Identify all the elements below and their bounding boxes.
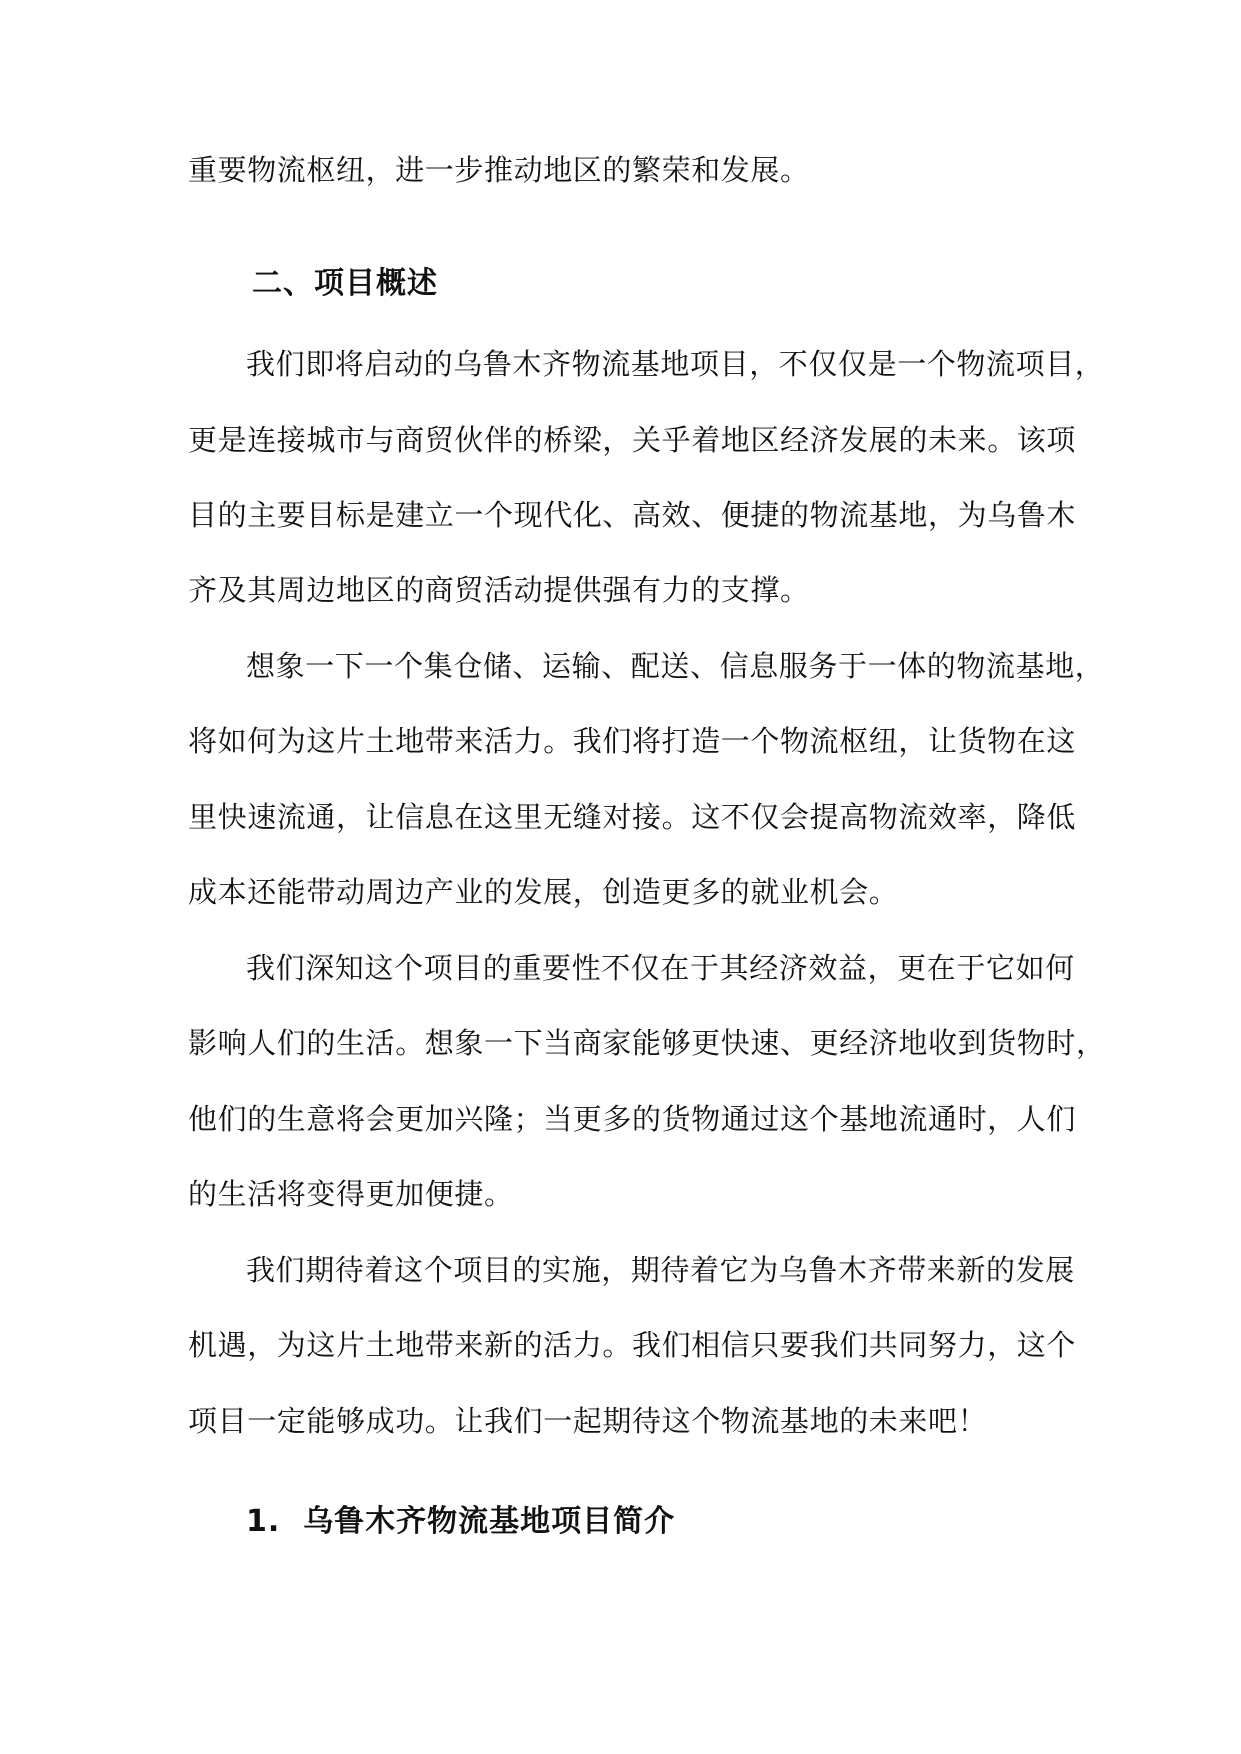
text-line: 目的主要目标是建立一个现代化、高效、便捷的物流基地，为乌鲁木	[188, 498, 1077, 532]
text-line: 我们深知这个项目的重要性不仅在于其经济效益，更在于它如何	[246, 951, 1075, 985]
text-line: 我们期待着这个项目的实施，期待着它为乌鲁木齐带来新的发展	[246, 1253, 1075, 1287]
text-line: 他们的生意将会更加兴隆；当更多的货物通过这个基地流通时，人们	[188, 1102, 1077, 1136]
text-line: 里快速流通，让信息在这里无缝对接。这不仅会提高物流效率，降低	[188, 800, 1077, 834]
text-line: 想象一下一个集仓储、运输、配送、信息服务于一体的物流基地，	[246, 649, 1105, 683]
text-line: 成本还能带动周边产业的发展，创造更多的就业机会。	[188, 875, 899, 909]
text-line: 项目一定能够成功。让我们一起期待这个物流基地的未来吧！	[188, 1404, 988, 1438]
text-line: 重要物流枢纽，进一步推动地区的繁荣和发展。	[188, 153, 810, 187]
text-line: 影响人们的生活。想象一下当商家能够更快速、更经济地收到货物时，	[188, 1026, 1106, 1060]
section-heading-text: 二、项目概述	[252, 266, 438, 301]
text-line: 机遇，为这片土地带来新的活力。我们相信只要我们共同努力，这个	[188, 1328, 1077, 1362]
text-line: 的生活将变得更加便捷。	[188, 1177, 514, 1211]
subsection-heading-text: 1. 乌鲁木齐物流基地项目简介	[246, 1504, 676, 1539]
text-line: 齐及其周边地区的商贸活动提供强有力的支撑。	[188, 573, 810, 607]
text-line: 将如何为这片土地带来活力。我们将打造一个物流枢纽，让货物在这	[188, 724, 1077, 758]
text-line: 我们即将启动的乌鲁木齐物流基地项目，不仅仅是一个物流项目，	[246, 347, 1105, 381]
text-line: 更是连接城市与商贸伙伴的桥梁，关乎着地区经济发展的未来。该项	[188, 423, 1077, 457]
